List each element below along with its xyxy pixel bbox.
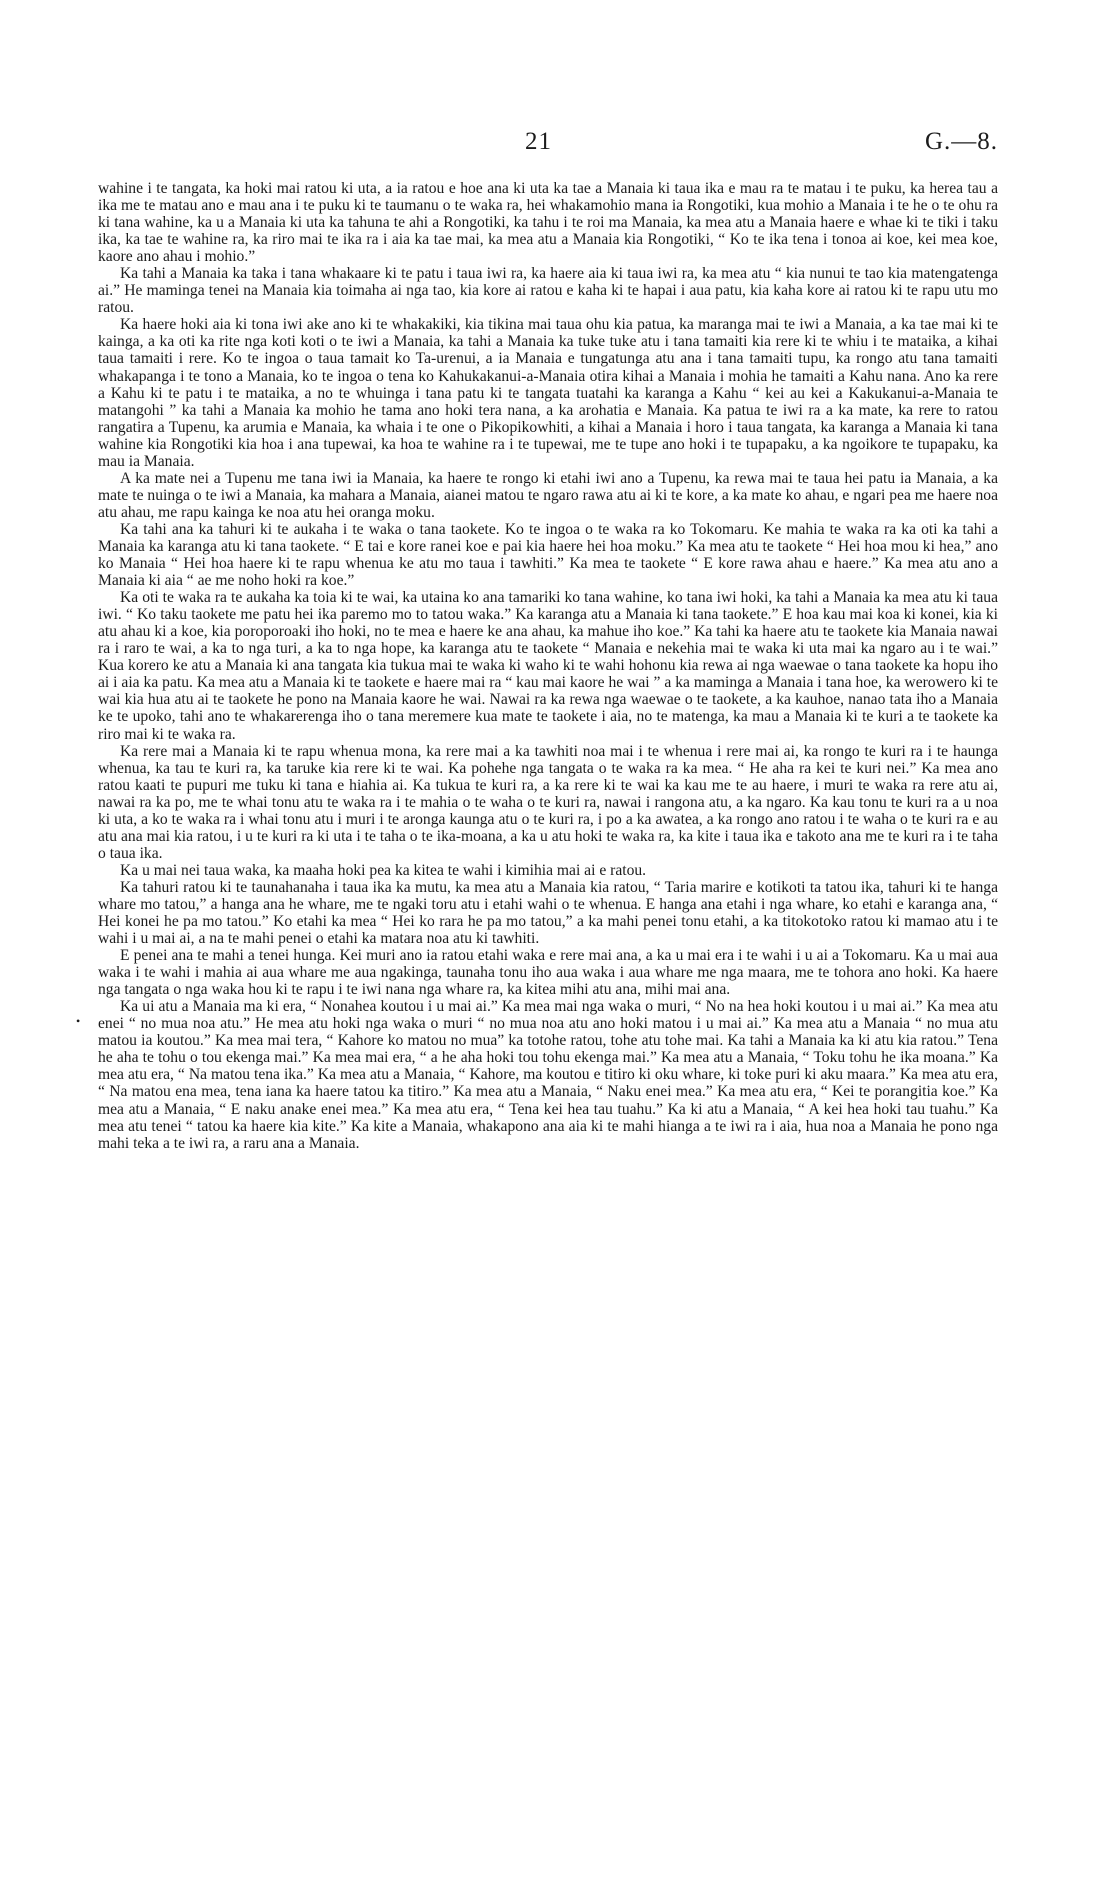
paragraph: Ka haere hoki aia ki tona iwi ake ano ki te whakakiki, kia tikina mai taua ohu kia patua, ka maranga mai te iwi a Manaia, a ka tae mai ki te kainga, a ka oti ka rite nga koti koti o te iwi a Manaia, ka tahi a Manaia ka tuke tuke atu i tana tamaiti kia rere ki te whiu i te mataika, a kihai taua tamaiti i rere. Ko te ingoa o taua tamait ko Ta-urenui, a ia Manaia e tungatunga atu ana i tana tamaiti tupu, ka rongo atu tana tamaiti whakapanga i te tono a Manaia, ko te ingoa o tena ko Kahukakanui-a-Manaia otira kihai a Manaia i mohia he tamaiti a Kahu nana. Ano ka rere a Kahu ki te patu i te mataika, a no te whuinga i tana patu ki te tangata tuatahi ka karanga a Kahu “ kei au kei a Kakukanui-a-Manaia te matangohi ” ka tahi a Manaia ka mohio he tama ano hoki tera nana, a ka arohatia e Manaia. Ka patua te iwi ra a ka mate, ka rere to ratou rangatira a Tupenu, ka arumia e Manaia, ka whaia i te one o Pikopikowhiti, a kihai a Manaia i horo i taua tangata, ka karanga a Manaia ki tana wahine kia Rongotiki kia hoa i ana tupewai, ka hoa te wahine ra i te tupewai, me te tupe ano hoki i te tupapaku, a ka ngoikore te tupapaku, ka mau ia Manaia. <box>98 316 998 470</box>
paragraph: Ka oti te waka ra te aukaha ka toia ki te wai, ka utaina ko ana tamariki ko tana wahine, ko tana iwi hoki, ka tahi a Manaia ka mea atu ki taua iwi. “ Ko taku taokete me patu hei ika paremo mo to tatou waka.” Ka karanga atu a Manaia ki tana taokete.” E hoa kau mai koa ki konei, kia ki atu ahau ki a koe, kia poroporoaki iho hoki, no te mea e haere ke ana ahau, ka mahue iho koe.” Ka tahi ka haere atu te taokete kia Manaia nawai ra i raro te wai, a ka to nga turi, a ka to nga hope, ka karanga atu te taokete “ Manaia e nekehia mai te waka ki uta mai ka ngaro au i te wai.” Kua korero ke atu a Manaia ki ana tangata kia tukua mai te waka ki waho ki te wahi hohonu kia rewa ai nga waewae o tana taokete ka hopu iho ai i aia ka patu. Ka mea atu a Manaia ki te taokete e haere mai ra “ kau mai kaore he wai ” a ka maminga a Manaia i tana hoe, ka werowero ki te wai kia hua atu ai te taokete he pono na Manaia kaore he wai. Nawai ra ka rewa nga waewae o te taokete, a ka kauhoe, nanao tata iho a Manaia ke te upoko, tahi ano te whakarerenga iho o tana meremere kua mate te taokete i aia, no te matenga, ka mau a Manaia ki te kuri a te taokete ka riro mai ki te waka ra. <box>98 589 998 743</box>
page-header <box>0 128 1114 160</box>
paragraph: Ka tahuri ratou ki te taunahanaha i taua ika ka mutu, ka mea atu a Manaia kia ratou, “ Taria marire e kotikoti ta tatou ika, tahuri ki te hanga whare mo tatou,” a hanga ana he whare, me te ngaki toru atu i etahi wahi o te whenua. E hanga ana etahi i nga whare, ko etahi e karanga ana, “ Hei konei he pa mo tatou.” Ko etahi ka mea “ Hei ko rara he pa mo tatou,” a ka mahi penei tonu etahi, a ka titokotoko ratou ki mamao atu i te wahi i u mai ai, a na te mahi penei o etahi ka matara noa atu ki tawhiti. <box>98 878 998 948</box>
page-number: 21 <box>525 128 552 155</box>
paragraph: Ka u mai nei taua waka, ka maaha hoki pea ka kitea te wahi i kimihia mai ai e ratou. <box>120 861 647 879</box>
paragraph: Ka tahi ana ka tahuri ki te aukaha i te waka o tana taokete. Ko te ingoa o te waka ra ko Tokomaru. Ke mahia te waka ra ka oti ka tahi a Manaia ka karanga atu ki tana taokete. “ E tai e kore ranei koe e pai kia haere hei hoa moku.” Ka mea atu te taokete “ Hei hoa mou ki hea,” ano ko Manaia “ Hei hoa haere ki te rapu whenua ke atu mo taua i tawhiti.” Ka mea te taokete “ E kore rawa ahau e haere.” Ka mea atu ano a Manaia ki aia “ ae me noho hoki ra koe.” <box>98 520 998 590</box>
paragraph: E penei ana te mahi a tenei hunga. Kei muri ano ia ratou etahi waka e rere mai ana, a ka u mai era i te wahi i u ai a Tokomaru. Ka u mai aua waka i te wahi i mahia ai aua whare me aua ngakinga, taunaha tonu iho aua waka i aua whare me nga maara, me te tohora ano hoki. Ka haere nga tangata o nga waka hou ki te rapu i te iwi nana nga whare ra, ka kitea mihi atu ana, mihi mai ana. <box>98 947 998 999</box>
paragraph: Ka rere mai a Manaia ki te rapu whenua mona, ka rere mai a ka tawhiti noa mai i te whenua i rere mai ai, ka rongo te kuri ra i te haunga whenua, ka tau te kuri ra, ka taruke kia rere ki te wai. Ka pohehe nga tangata o te waka ra ka mea. “ He aha ra kei te kuri nei.” Ka mea ano ratou kaati te pupuri me tuku ki tana e hiahia ai. Ka tukua te kuri ra, a ka rere ki te wai ka kau me te au haere, i muri te waka ra rere atu ai, nawai ra ka po, me te whai tonu atu te waka ra i te mahia o te waha o te kuri ra, nawai i rangona atu, a ka ngaro. Ka kau tonu te kuri ra a u noa ki uta, a ko te waka ra i whai tonu atu i muri i te aronga kaunga atu o te kuri ra, i po a ka awatea, a ka rongo ano ratou i te waha o te kuri ra e au atu ana mai kia ratou, i u te kuri ra ki uta i te taha o te ika-moana, a ka u atu hoki te waka ra, ka kite i taua ika e takoto ana me te kuri ra i te taha o taua ika. <box>98 742 998 862</box>
paper-reference: G.—8. <box>924 128 998 155</box>
paragraph: Ka ui atu a Manaia ma ki era, “ Nonahea koutou i u mai ai.” Ka mea mai nga waka o muri, “ No na hea hoki koutou i u mai ai.” Ka mea atu enei “ no mua noa atu.” He mea atu hoki nga waka o muri “ no mua noa atu ano hoki matou i u mai ai.” Ka mea atu a Manaia “ no mua atu matou ia koutou.” Ka mea mai tera, “ Kahore ko matou no mua” ka totohe ratou, tohe atu tohe mai. Ka tahi a Manaia ka ki atu kia ratou.” Tena he aha te tohu o tou ekenga mai.” Ka mea mai era, “ a he aha hoki tou tohu ekenga mai.” Ka mea atu a Manaia, “ Toku tohu he ika moana.” Ka mea atu era, “ Na matou tena ika.” Ka mea atu a Manaia, “ Kahore, ma koutou e titiro ki oku whare, ki toke puri ki aku maara.” Ka mea atu era, “ Na matou ena mea, tena iana ka haere tatou ka titiro.” Ka mea atu a Manaia, “ Naku enei mea.” Ka mea atu era, “ Kei te porangitia koe.” Ka mea atu a Manaia, “ E naku anake enei mea.” Ka mea atu era, “ Tena kei hea tau tuahu.” Ka ki atu a Manaia, “ A kei hea hoki tau tuahu.” Ka mea atu tenei “ tatou ka haere kia kite.” Ka kite a Manaia, whakapono ana aia ki te mahi hianga a te iwi ra i aia, hua noa a Manaia he pono nga mahi teka a te iwi ra, a raru ana a Manaia. <box>98 998 998 1152</box>
paragraph: wahine i te tangata, ka hoki mai ratou ki uta, a ia ratou e hoe ana ki uta ka tae a Manaia ki taua ika e mau ra te matau i te puku, ka herea tau a ika me te matau ano e mau ana i te puku ki te taumanu o te waka ra, hei whakamohio mana ia Rongotiki, kua mohio a Manaia i te he o te ohu ra ki tana wahine, ka u a Manaia ki uta ka tahuna te ahi a Rongotiki, ka tahu i te roi ma Manaia, ka mea atu a Manaia haere e whae ki te tiki i taku ika, ka tae te wahine ra, ka riro mai te ika ra i aia ka tae mai, ka mea atu a Manaia kia Rongotiki, “ Ko te ika tena i tonoa ai koe, kei mea koe, kaore ano ahau i mohio.” <box>98 180 998 266</box>
body-text <box>98 180 998 1152</box>
paragraph: Ka tahi a Manaia ka taka i tana whakaare ki te patu i taua iwi ra, ka haere aia ki taua iwi ra, ka mea atu “ kia nunui te tao kia matengatenga ai.” He maminga tenei na Manaia kia toimaha ai nga tao, kia kore ai ratou e kaha ki te hapai i aua patu, kia kaha kore ai ratou ki te rapu utu mo ratou. <box>98 265 998 317</box>
margin-mark: • <box>76 1014 81 1028</box>
paragraph: A ka mate nei a Tupenu me tana iwi ia Manaia, ka haere te rongo ki etahi iwi ano a Tupenu, ka rewa mai te taua hei patu ia Manaia, a ka mate te nuinga o te iwi a Manaia, ka mahara a Manaia, aianei matou te ngaro rawa atu ai ki te kore, a ka mate ko ahau, e ngari pea me haere noa atu ahau, me rapu kainga ke noa atu hei oranga moku. <box>98 469 998 521</box>
